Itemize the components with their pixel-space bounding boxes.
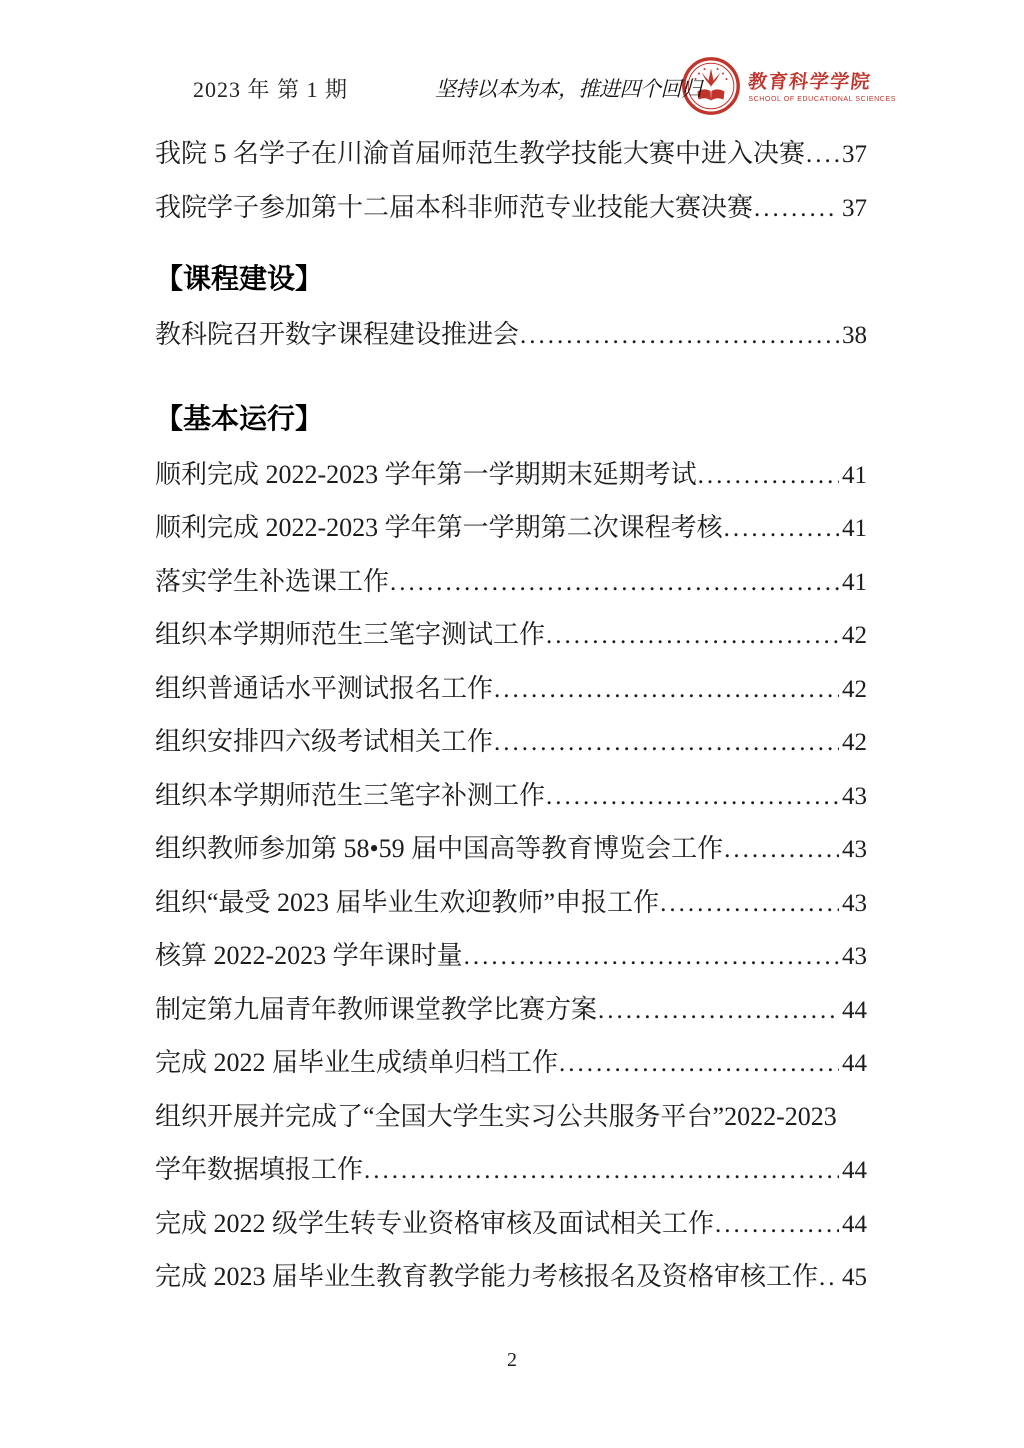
toc-entry-title: 顺利完成 2022-2023 学年第一学期期末延期考试 — [155, 459, 697, 489]
toc-page-number: 42 — [842, 729, 867, 756]
toc-page-number: 38 — [842, 322, 867, 349]
toc-dot-leader — [724, 822, 839, 877]
toc-entry — [155, 181, 867, 235]
toc-dot-leader — [598, 983, 839, 1038]
toc-entry — [155, 876, 867, 930]
toc-page-number: 44 — [842, 1157, 867, 1184]
toc-entry-title: 组织安排四六级考试相关工作 — [155, 727, 494, 756]
page-header — [155, 57, 896, 119]
toc-dot-leader — [364, 1143, 839, 1198]
toc-page-number: 44 — [842, 996, 867, 1024]
toc-entry-title: 组织普通话水平测试报名工作 — [155, 673, 494, 703]
toc-section-header: 【基本运行】 — [155, 403, 324, 435]
toc-page-number: 41 — [842, 568, 867, 596]
toc-entry-title: 组织教师参加第 58•59 届中国高等教育博览会工作 — [155, 834, 724, 863]
toc-page-number: 37 — [842, 141, 867, 168]
toc-dot-leader — [724, 501, 839, 556]
toc-entry — [155, 715, 867, 769]
toc-entry — [155, 822, 867, 876]
toc-entry-title: 完成 2023 届毕业生教育教学能力考核报名及资格审核工作 — [155, 1262, 819, 1291]
toc-page-number: 41 — [842, 515, 867, 542]
toc-page-number: 44 — [842, 1210, 867, 1238]
toc-page-number: 43 — [842, 782, 867, 810]
toc-page-number: 43 — [842, 943, 867, 970]
toc-dot-leader — [546, 608, 839, 663]
toc-entry — [155, 1090, 867, 1144]
toc-page-number: 42 — [842, 622, 867, 649]
page-footer — [0, 1345, 1024, 1377]
toc-entry — [155, 769, 867, 823]
toc-dot-leader — [754, 181, 839, 236]
toc-page-number: 43 — [842, 889, 867, 917]
toc-entry — [155, 448, 867, 502]
issue-label: 2023 年 第 1 期 — [193, 76, 349, 102]
toc-entry — [155, 555, 867, 609]
motto-text: 坚持以本为本，推进四个回归 — [435, 77, 702, 101]
school-name-en: SCHOOL OF EDUCATIONAL SCIENCES — [748, 95, 896, 103]
toc-entry-title: 组织开展并完成了“全国大学生实习公共服务平台”2022-2023 — [155, 1101, 837, 1131]
toc-dot-leader — [494, 715, 839, 770]
toc-entry-title: 我院学子参加第十二届本科非师范专业技能大赛决赛 — [155, 192, 754, 222]
toc-entry — [155, 127, 867, 181]
toc-entry — [155, 929, 867, 983]
toc-dot-leader — [494, 662, 839, 717]
toc-entry-title: 我院 5 名学子在川渝首届师范生教学技能大赛中进入决赛 — [155, 139, 806, 168]
toc-entry-title: 完成 2022 级学生转专业资格审核及面试相关工作 — [155, 1208, 715, 1238]
toc-dot-leader — [819, 1250, 839, 1305]
toc-page-number: 37 — [842, 194, 867, 222]
toc — [155, 127, 867, 1304]
toc-dot-leader — [520, 308, 839, 363]
toc-entry-title: 落实学生补选课工作 — [155, 566, 390, 596]
toc-dot-leader — [559, 1036, 839, 1091]
toc-entry-title: 完成 2022 届毕业生成绩单归档工作 — [155, 1048, 559, 1077]
page-number: 2 — [507, 1349, 517, 1371]
toc-entry — [155, 983, 867, 1037]
toc-entry — [155, 608, 867, 662]
toc-dot-leader — [715, 1197, 839, 1252]
toc-page-number: 41 — [842, 461, 867, 489]
toc-entry-title: 教科院召开数字课程建设推进会 — [155, 320, 520, 349]
toc-entry-title: 制定第九届青年教师课堂教学比赛方案 — [155, 994, 598, 1024]
toc-dot-leader — [546, 769, 839, 824]
toc-entry — [155, 501, 867, 555]
toc-entry-title: 学年数据填报工作 — [155, 1155, 364, 1184]
toc-dot-leader — [660, 876, 839, 931]
school-logo-text — [748, 73, 896, 103]
toc-entry — [155, 1036, 867, 1090]
toc-page-number: 42 — [842, 675, 867, 703]
toc-entry — [155, 1143, 867, 1197]
toc-entry — [155, 662, 867, 716]
toc-page-number: 45 — [842, 1264, 867, 1291]
toc-section-header: 【课程建设】 — [155, 264, 324, 295]
toc-page-number: 44 — [842, 1050, 867, 1077]
toc-page-number: 43 — [842, 836, 867, 863]
school-logo — [681, 56, 896, 121]
toc-entry-title: 组织“最受 2023 届毕业生欢迎教师”申报工作 — [155, 887, 660, 917]
school-name-cn: 教育科学学院 — [747, 72, 873, 94]
toc-dot-leader — [390, 555, 839, 610]
toc-entry-title: 组织本学期师范生三笔字补测工作 — [155, 780, 546, 810]
toc-dot-leader — [464, 929, 839, 984]
toc-entry-title: 组织本学期师范生三笔字测试工作 — [155, 620, 546, 649]
toc-dot-leader — [698, 448, 839, 503]
toc-entry — [155, 308, 867, 362]
toc-entry — [155, 1197, 867, 1251]
toc-entry-title: 核算 2022-2023 学年课时量 — [155, 941, 463, 970]
toc-entry-title: 顺利完成 2022-2023 学年第一学期第二次课程考核 — [155, 513, 723, 542]
toc-entry — [155, 1250, 867, 1304]
toc-dot-leader — [806, 127, 839, 182]
